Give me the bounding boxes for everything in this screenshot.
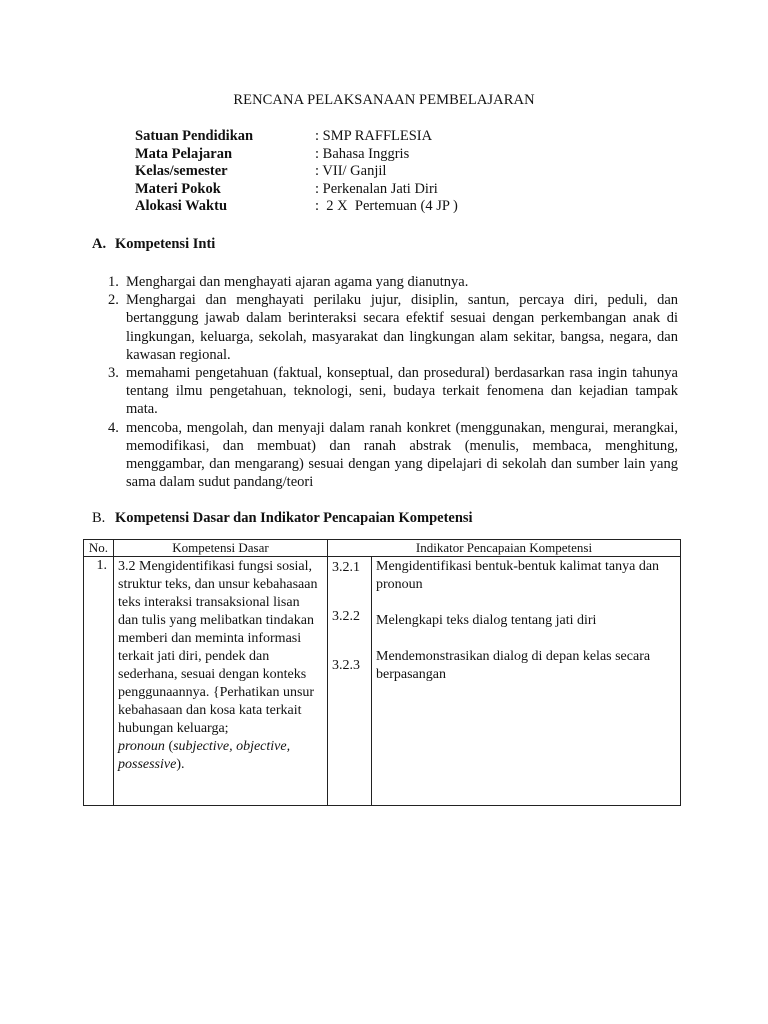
identity-label: Materi Pokok: [135, 180, 221, 197]
list-item: [108, 419, 678, 492]
identity-label: Kelas/semester: [135, 163, 228, 179]
table-header-row: [84, 540, 681, 557]
list-item-text: memahami pengetahuan (faktual, konseptual, dan prosedural) berdasarkan rasa ingin tahunya tentang ilmu pengetahuan, teknologi, seni, budaya terkait fenomena dan kejadian tampak mata.: [126, 365, 678, 418]
identity-row-topic: [135, 181, 675, 199]
section-a-heading: [92, 236, 215, 253]
indicator-text: Melengkapi teks dialog tentang jati diri: [376, 613, 597, 628]
list-item: [108, 364, 678, 419]
kompetensi-inti-list: [108, 273, 678, 491]
section-a-title: Kompetensi Inti: [115, 236, 216, 252]
list-item: [108, 291, 678, 364]
identity-row-class: [135, 163, 675, 181]
header-indikator: Indikator Pencapaian Kompetensi: [328, 540, 681, 557]
identity-value: : SMP RAFFLESIA: [315, 128, 433, 144]
identity-value: : 2 X Pertemuan (4 JP ): [315, 198, 458, 214]
kd-pronoun: pronoun: [118, 739, 165, 754]
indicator-text-column: [376, 557, 676, 805]
kd-paren-close: ).: [176, 757, 185, 772]
list-item-number: 3.: [108, 365, 119, 382]
indicator-code: 3.2.1: [332, 560, 360, 575]
header-no: No.: [84, 540, 114, 557]
identity-label: Mata Pelajaran: [135, 145, 233, 162]
kd-text: 3.2 Mengidentifikasi fungsi sosial, struktur teks, dan unsur kebahasaan teks interaksi transaksional lisan dan tulis yang melibatkan tindakan memberi dan meminta informasi terkait jati diri, pendek dan sederhana, sesuai dengan konteks penggunaannya. {Perhatikan unsur kebahasaan dan kosa kata terkait hubungan keluarga;: [118, 559, 318, 736]
identity-value: : Bahasa Inggris: [315, 145, 410, 162]
identity-row-school: [135, 128, 675, 146]
identity-value: : Perkenalan Jati Diri: [315, 180, 438, 197]
table-row: [84, 557, 681, 806]
indicator-code-column: [332, 557, 367, 805]
list-item-text: mencoba, mengolah, dan menyaji dalam ranah konkret (menggunakan, mengurai, merangkai, memodifikasi, dan membuat) dan ranah abstrak (menulis, membaca, menghitung, menggambar, dan mengarang) sesuai dengan yang dipelajari di sekolah dan sumber lain yang sama dalam sudut pandang/teori: [126, 419, 678, 491]
indicator-text-cell: [372, 557, 681, 806]
kompetensi-dasar-table: [83, 539, 681, 806]
identity-row-subject: [135, 146, 675, 164]
section-b-letter: B.: [92, 510, 106, 526]
indicator-text: Mengidentifikasi bentuk-bentuk kalimat tanya dan pronoun: [376, 559, 660, 592]
identity-label: Satuan Pendidikan: [135, 128, 254, 144]
list-item: [108, 273, 678, 291]
identity-block: [135, 128, 675, 216]
section-a-letter: A.: [92, 236, 107, 252]
indicator-code-cell: [328, 557, 372, 806]
kd-pronoun-types: subjective, objective, possessive: [118, 739, 291, 772]
row-number: 1.: [84, 557, 114, 806]
list-item-text: Menghargai dan menghayati perilaku jujur, disiplin, santun, percaya diri, peduli, dan bertanggung jawab dalam berinteraksi secara efektif sesuai dengan perkembangan anak di lingkungan, keluarga, sekolah, masyarakat dan lingkungan alam sekitar, bangsa, negara, dan kawasan regional.: [126, 292, 678, 363]
document-title: RENCANA PELAKSANAAN PEMBELAJARAN: [233, 92, 535, 108]
kd-paren-open: (: [164, 739, 174, 754]
section-b-heading: [92, 510, 473, 527]
indicator-code: 3.2.3: [332, 658, 360, 673]
list-item-number: 2.: [108, 292, 119, 309]
section-b-title: Kompetensi Dasar dan Indikator Pencapaian Kompetensi: [115, 510, 473, 526]
list-item-number: 4.: [108, 419, 119, 436]
header-kompetensi-dasar: Kompetensi Dasar: [114, 540, 328, 557]
list-item-number: 1.: [108, 274, 119, 290]
identity-value: : VII/ Ganjil: [315, 163, 387, 179]
identity-label: Alokasi Waktu: [135, 198, 228, 214]
list-item-text: Menghargai dan menghayati ajaran agama yang dianutnya.: [126, 274, 469, 290]
identity-row-time: [135, 198, 675, 216]
kompetensi-dasar-cell: [114, 557, 328, 806]
indicator-code: 3.2.2: [332, 609, 360, 624]
indicator-text: Mendemonstrasikan dialog di depan kelas secara berpasangan: [376, 649, 651, 682]
